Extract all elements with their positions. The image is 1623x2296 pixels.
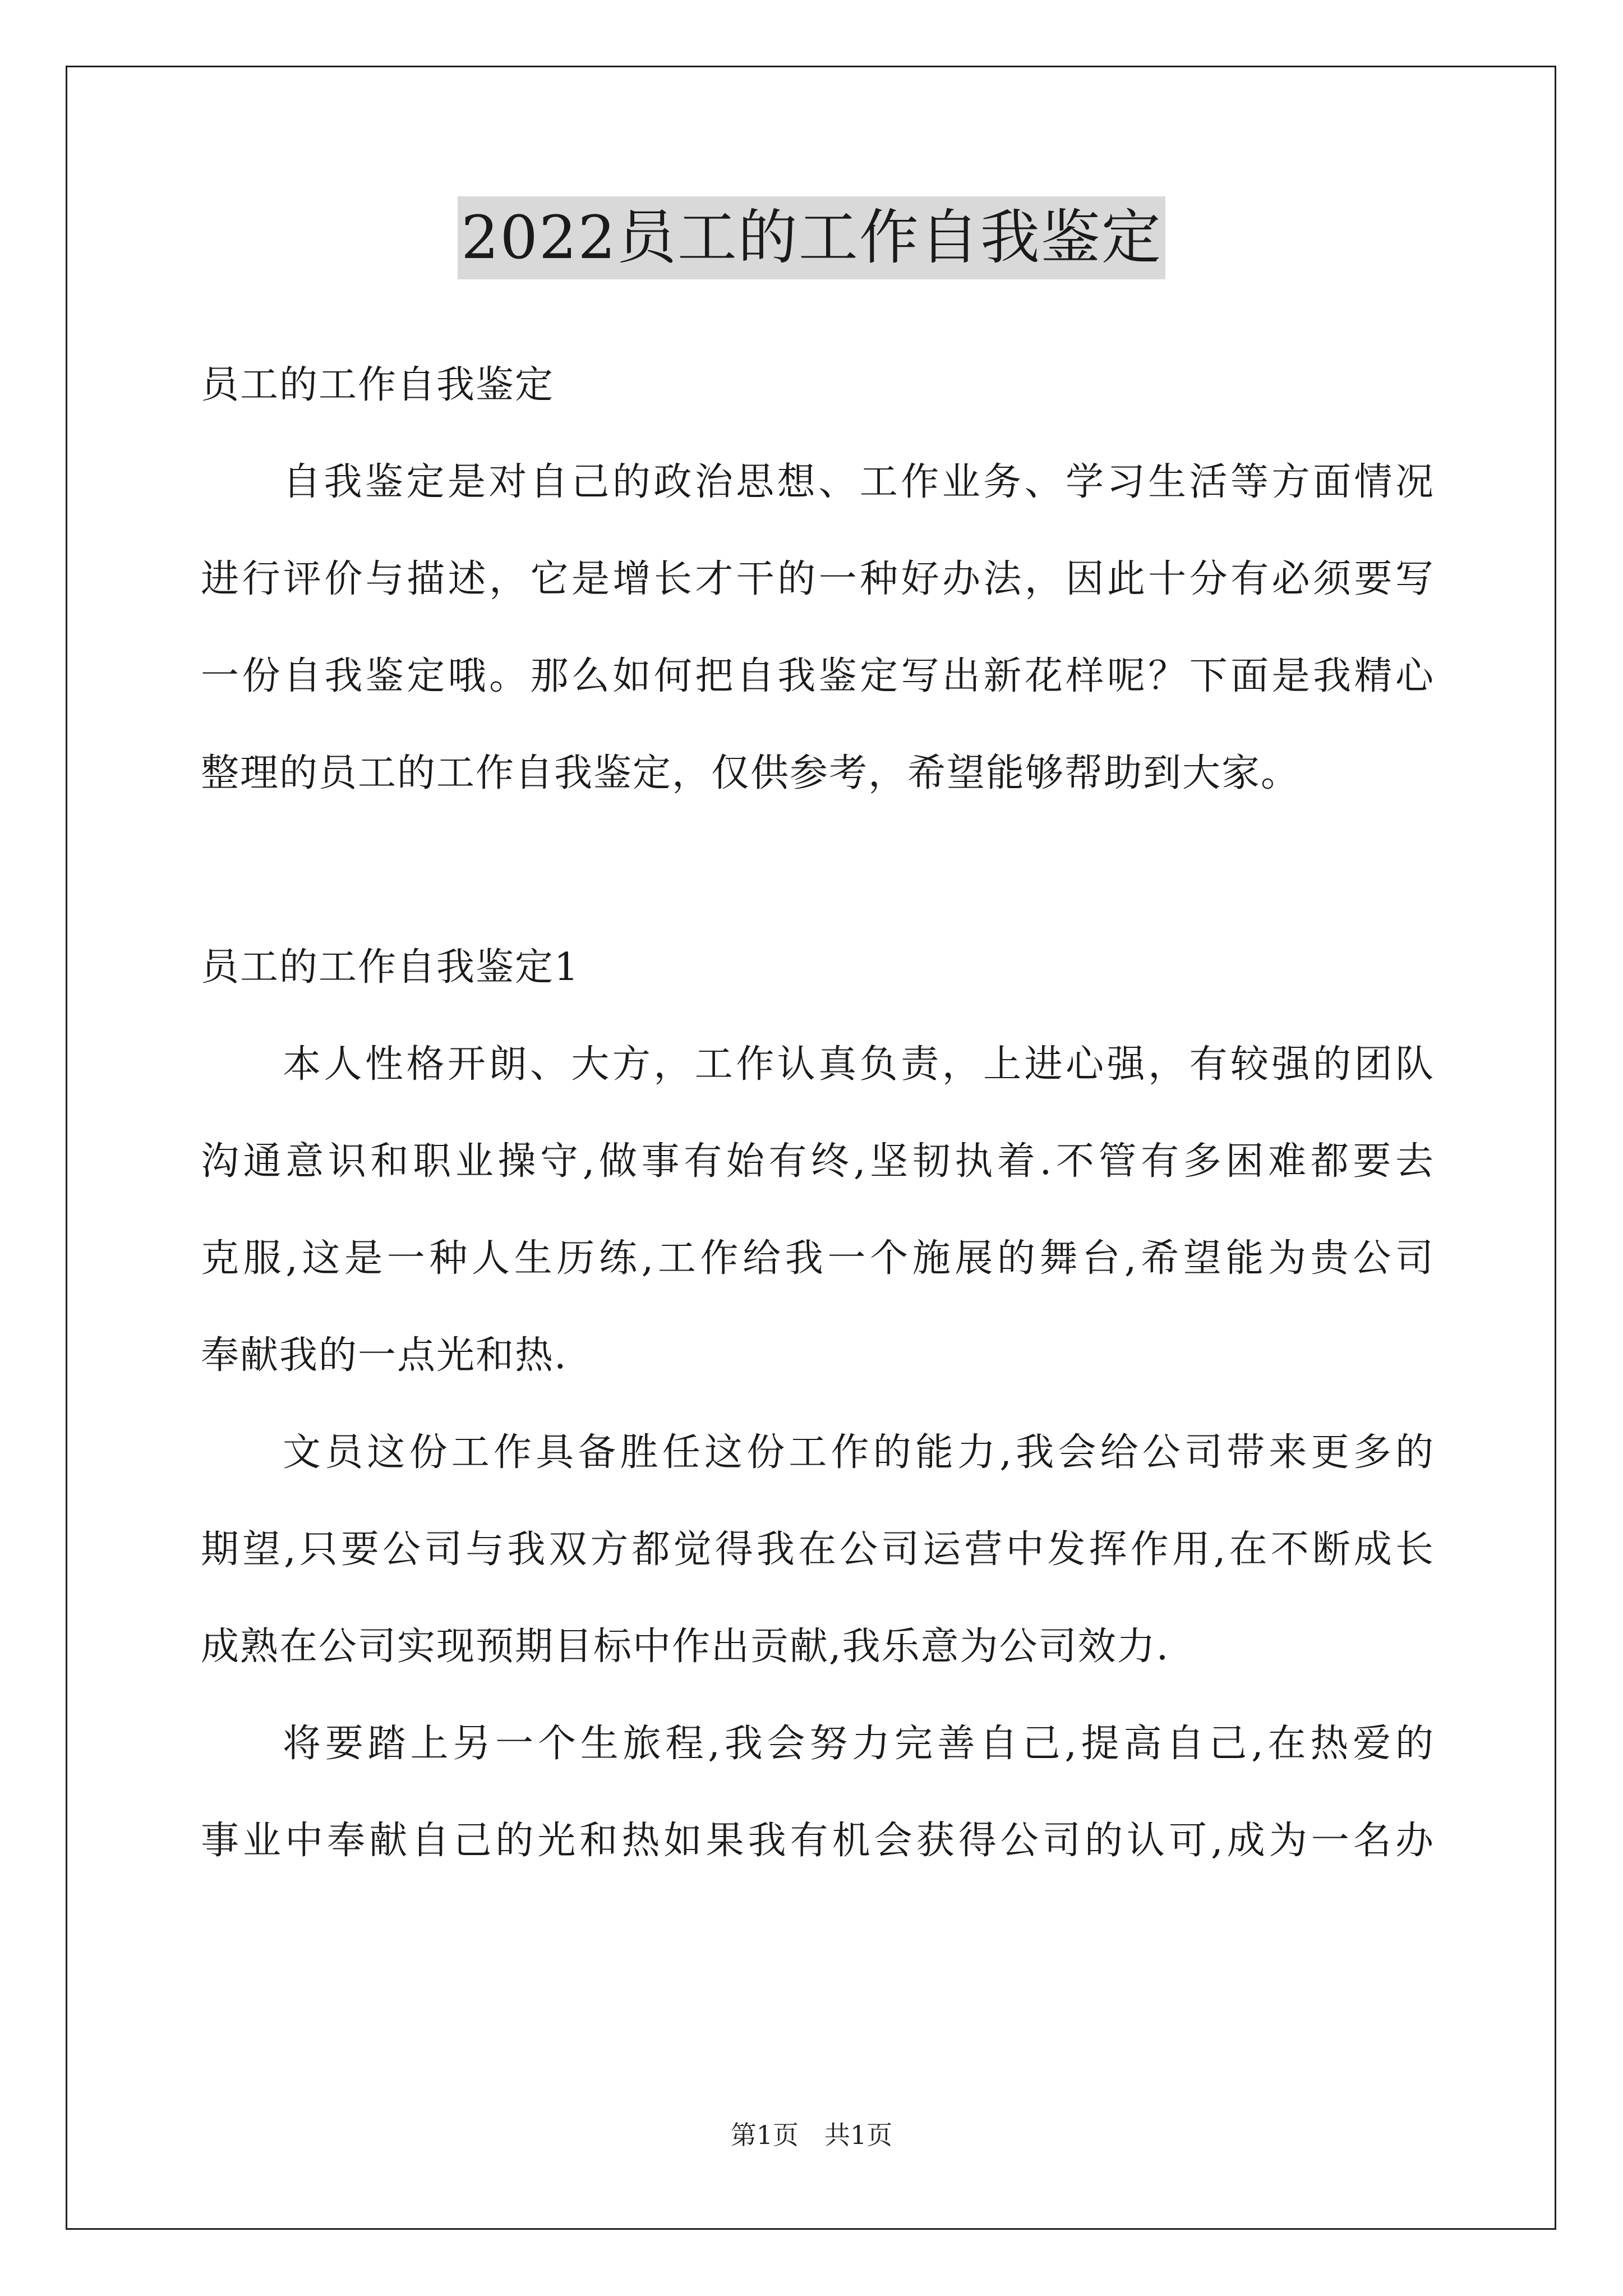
subtitle: 员工的工作自我鉴定 — [201, 363, 555, 407]
document-title: 2022员工的工作自我鉴定 — [458, 196, 1165, 279]
paragraph-line: 本人性格开朗、大方，工作认真负责，上进心强，有较强的团队 — [283, 1042, 1435, 1087]
paragraph-line: 事业中奉献自己的光和热如果我有机会获得公司的认可,成为一名办 — [201, 1819, 1435, 1863]
section-heading: 员工的工作自我鉴定1 — [201, 945, 580, 990]
paragraph-line: 克服,这是一种人生历练,工作给我一个施展的舞台,希望能为贵公司 — [201, 1236, 1435, 1281]
paragraph-line: 奉献我的一点光和热. — [201, 1333, 568, 1378]
blank-line — [201, 822, 1435, 919]
page-footer: 第1页 共1页 — [730, 2120, 893, 2150]
title-container — [0, 196, 1623, 279]
intro-line: 进行评价与描述，它是增长才干的一种好办法，因此十分有必须要写 — [201, 557, 1435, 601]
intro-line: 整理的员工的工作自我鉴定，仅供参考，希望能够帮助到大家。 — [201, 751, 1301, 795]
paragraph-line: 文员这份工作具备胜任这份工作的能力,我会给公司带来更多的 — [283, 1430, 1435, 1475]
paragraph-line: 成熟在公司实现预期目标中作出贡献,我乐意为公司效力. — [201, 1625, 1170, 1669]
intro-line: 一份自我鉴定哦。那么如何把自我鉴定写出新花样呢？下面是我精心 — [201, 654, 1435, 698]
intro-line: 自我鉴定是对自己的政治思想、工作业务、学习生活等方面情况 — [283, 460, 1435, 504]
document-body — [201, 337, 1435, 1889]
paragraph-line: 期望,只要公司与我双方都觉得我在公司运营中发挥作用,在不断成长 — [201, 1527, 1435, 1572]
paragraph-line: 将要踏上另一个生旅程,我会努力完善自己,提高自己,在热爱的 — [283, 1722, 1435, 1766]
paragraph-line: 沟通意识和职业操守,做事有始有终,坚韧执着.不管有多困难都要去 — [201, 1139, 1435, 1184]
